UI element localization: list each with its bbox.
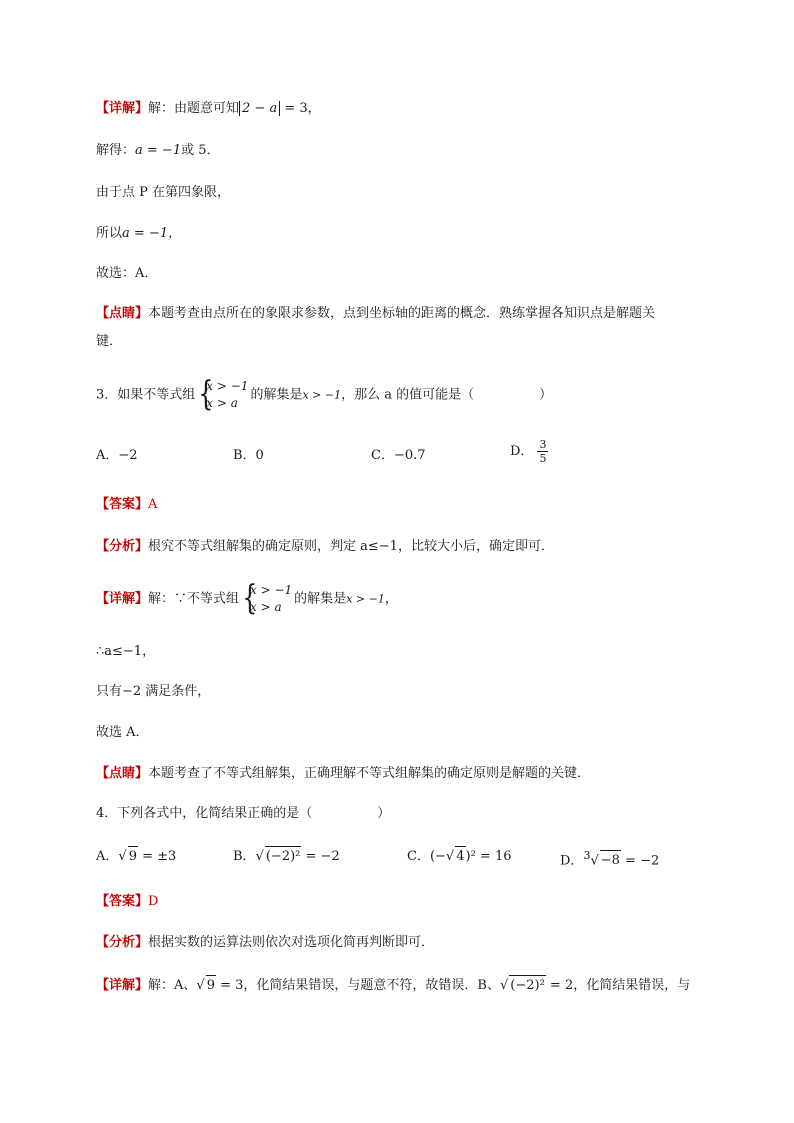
q4-analysis-line: [96, 933, 434, 953]
comment-tag: 【点睛】: [96, 766, 149, 781]
q4-detail-p3: = 2，化简结果错误，与: [545, 978, 691, 993]
radical-icon: √: [196, 978, 205, 993]
q3-detail-prefix: 解：∵不等式组: [148, 591, 240, 607]
q4-option-c-rest: )² = 16: [465, 849, 512, 864]
q2-solve-line: [96, 141, 220, 161]
q3-comment-line: [96, 764, 590, 784]
analysis-tag: 【分析】: [96, 539, 149, 554]
q3-sys-row2: x > a: [206, 396, 238, 410]
q3-stem-suffix: ，那么 a 的值可能是（ ）: [341, 387, 553, 403]
radical-icon: √: [590, 853, 599, 869]
q3-option-d-den: 5: [539, 452, 547, 465]
q4-number: 4．: [96, 806, 118, 821]
q4-option-c-pre: (−: [429, 849, 446, 864]
q4-option-c-label: C．: [407, 849, 430, 864]
q3-answer-line: [96, 495, 157, 515]
q4-option-c-rad: 4: [455, 846, 465, 867]
q4-option-b-label: B．: [233, 849, 256, 864]
q2-line4-expr: a = −1，: [122, 226, 182, 241]
radical-icon: √: [499, 978, 509, 993]
q3-answer: A: [148, 497, 158, 512]
q2-choose-line: 故选：A．: [96, 266, 158, 281]
radical-icon: √: [255, 849, 264, 864]
q2-comment-cont: 键．: [96, 334, 123, 349]
q4-detail-p1: 解：A、: [148, 978, 197, 993]
q4-option-a: [96, 846, 176, 867]
q2-quadrant-line: 由于点 P 在第四象限，: [96, 185, 231, 200]
q4-detail-rad1: 9: [206, 975, 216, 996]
q4-detail-line: [96, 975, 690, 996]
q3-analysis-line: [96, 537, 554, 557]
q3-comment-text: 本题考查了不等式组解集，正确理解不等式组解集的确定原则是解题的关键．: [148, 766, 591, 781]
q2-therefore-line: [96, 224, 181, 244]
analysis-tag: 【分析】: [96, 935, 149, 950]
q4-detail-rad2: (−2)²: [509, 975, 546, 996]
q3-option-d-label: D．: [510, 444, 534, 459]
q3-inequality-system: [197, 378, 248, 412]
q4-option-d-rad: −8: [600, 850, 621, 871]
q3-detail-solution: x > −1: [346, 592, 385, 606]
q3-stem-solution: x > −1: [302, 388, 342, 402]
answer-tag: 【答案】: [96, 497, 149, 512]
q2-detail-line: [96, 99, 321, 119]
q4-option-d-label: D．: [560, 853, 584, 869]
q3-detail-suffix: ，: [384, 591, 398, 607]
q3-therefore-line: ∴a≤−1，: [96, 644, 156, 659]
q4-option-a-rest: = ±3: [137, 849, 177, 864]
q3-stem: [96, 378, 552, 413]
q2-solve-expr: a = −1: [135, 143, 182, 158]
q3-only-line: 只有−2 满足条件，: [96, 684, 211, 699]
q3-stem-mid: 的解集是: [250, 387, 303, 403]
q3-detail-line: [96, 582, 398, 617]
q3-option-d: [510, 438, 548, 465]
q4-option-d-index: 3: [583, 849, 591, 862]
q2-solve-suffix: 或 5．: [181, 143, 220, 158]
q3-sys-row1: { x > −1: [206, 379, 249, 393]
q4-stem-text: 下列各式中，化简结果正确的是（ ）: [117, 806, 391, 821]
q4-answer: D: [148, 894, 159, 909]
comment-tag: 【点睛】: [96, 306, 149, 321]
q2-comment-text: 本题考查由点所在的象限求参数，点到坐标轴的距离的概念．熟练掌握各知识点是解题关: [148, 306, 656, 321]
q4-option-d: [560, 846, 659, 871]
q3-detail-sys-row1: { x > −1: [250, 583, 293, 597]
q3-choose-line: 故选 A．: [96, 725, 149, 740]
q4-option-a-label: A．: [96, 849, 119, 864]
q2-line4-prefix: 所以: [96, 226, 123, 241]
q4-stem: [96, 804, 390, 824]
q3-detail-system: [241, 582, 292, 616]
q3-detail-mid: 的解集是: [294, 591, 347, 607]
q4-option-b-rest: = −2: [301, 849, 340, 864]
q4-option-a-rad: 9: [128, 846, 138, 867]
detail-tag: 【详解】: [96, 591, 149, 607]
q3-stem-prefix: 如果不等式组: [117, 387, 196, 403]
q3-option-d-fraction: [537, 438, 548, 465]
radical-icon: √: [118, 849, 127, 864]
q2-comment-line: [96, 304, 655, 324]
q2-detail-text: 解：由题意可知: [148, 101, 240, 116]
detail-tag: 【详解】: [96, 101, 149, 116]
radical-icon: √: [445, 849, 455, 864]
q4-option-c: [407, 846, 511, 867]
q3-option-c: C．−0.7: [371, 448, 426, 463]
q2-solve-prefix: 解得：: [96, 143, 136, 158]
q3-option-b: B．0: [233, 448, 264, 463]
q4-detail-p2: = 3，化简结果错误，与题意不符，故错误．B、: [215, 978, 500, 993]
q4-analysis-text: 根据实数的运算法则依次对选项化简再判断即可．: [148, 935, 435, 950]
q4-option-b-rad: (−2)²: [265, 846, 302, 867]
q2-abs-expr: 2 − a: [239, 101, 280, 116]
q2-abs-eq: = 3，: [280, 101, 321, 116]
q3-analysis-text: 根究不等式组解集的确定原则，判定 a≤−1，比较大小后，确定即可．: [148, 539, 554, 554]
q3-option-a: A．−2: [96, 448, 138, 463]
q4-option-b: [233, 846, 340, 867]
q4-option-d-rest: = −2: [620, 853, 660, 869]
q3-detail-sys-row2: x > a: [250, 600, 282, 614]
q3-number: 3．: [96, 387, 118, 403]
q4-answer-line: [96, 892, 158, 912]
detail-tag: 【详解】: [96, 978, 149, 993]
q3-option-d-num: 3: [539, 438, 547, 451]
answer-tag: 【答案】: [96, 894, 149, 909]
